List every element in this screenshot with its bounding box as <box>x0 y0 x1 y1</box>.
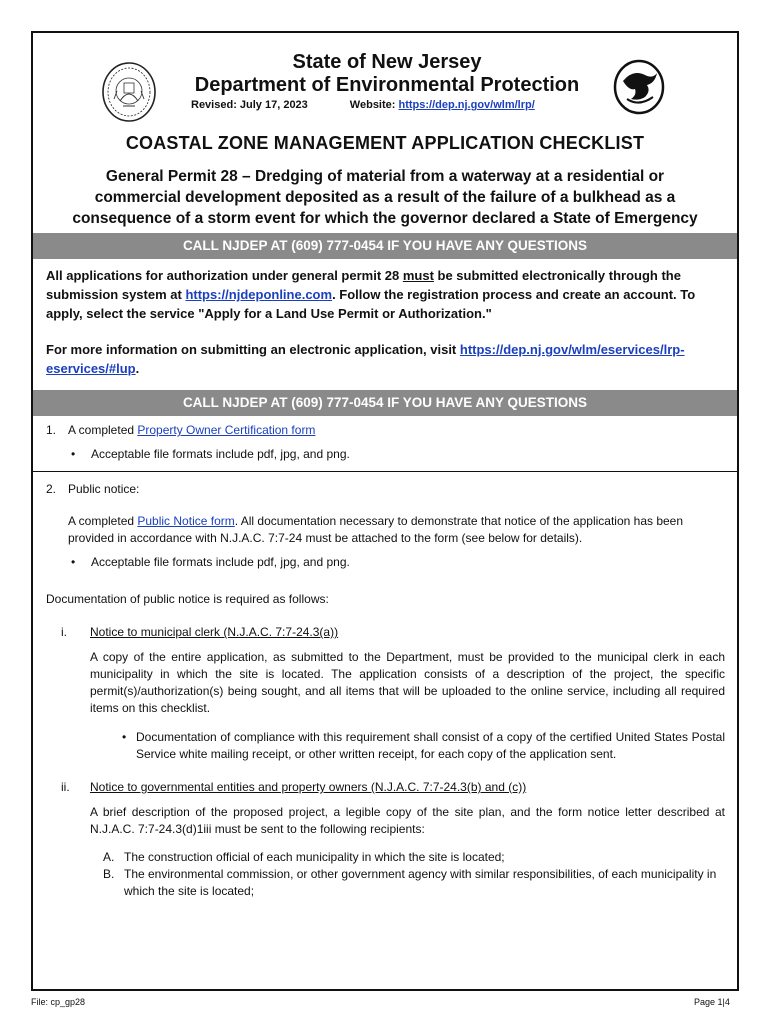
questions-band-2: CALL NJDEP AT (609) 777-0454 IF YOU HAVE ANY QUESTIONS <box>33 390 737 416</box>
public-notice-form-link[interactable]: Public Notice form <box>137 514 235 528</box>
item-2-label-line: 2. Public notice: <box>46 482 140 496</box>
recipient-b: B. The environmental commission, or other government agency with similar responsibilities, of each municipality in which the site is located; <box>103 867 717 898</box>
njdeponline-link[interactable]: https://njdeponline.com <box>185 287 333 302</box>
recipient-a: A. The construction official of each municipality in which the site is located; <box>103 850 505 864</box>
eservices-link[interactable]: https://dep.nj.gov/wlm/eservices/lrp-eservices/#lup <box>46 342 685 376</box>
form-title: COASTAL ZONE MANAGEMENT APPLICATION CHECKLIST <box>125 133 645 153</box>
footer-page: Page 1|4 <box>694 997 730 1007</box>
njdep-logo-icon <box>613 59 665 115</box>
checklist-item-2 <box>33 472 737 900</box>
must-emphasis: must <box>402 268 434 283</box>
property-owner-certification-link[interactable]: Property Owner Certification form <box>137 423 316 437</box>
header-meta <box>191 99 535 111</box>
page-frame <box>31 31 739 991</box>
roman-item-i-bullet: • Documentation of compliance with this requirement shall consist of a copy of the certified United States Postal Service white mailing receipt, or other written receipt, for each copy of the application sent. <box>46 729 725 763</box>
website-label: Website: <box>349 99 396 111</box>
item-2-bullet: • Acceptable file formats include pdf, jpg, and png. <box>46 554 725 571</box>
revised-date: Revised: July 17, 2023 <box>191 99 308 111</box>
roman-item-i-paragraph: A copy of the entire application, as submitted to the Department, must be provided to the municipal clerk in each municipality in which the site is located. The application consists of a description of the project, the specific permit(s)/authorization(s) being sought, and all items that will be uploaded to the online service, including all required items on this checklist. <box>90 650 725 715</box>
roman-item-i: i. Notice to municipal clerk (N.J.A.C. 7:7-24.3(a)) <box>61 625 339 639</box>
item-1-line: 1. A completed Property Owner Certification form <box>46 423 316 437</box>
item-1-bullet: • Acceptable file formats include pdf, jpg, and png. <box>46 446 725 463</box>
recipient-list <box>46 849 725 900</box>
intro-paragraph-2: For more information on submitting an electronic application, visit https://dep.nj.gov/wlm/eservices/lrp-eservices/#lup. <box>46 342 685 376</box>
intro-section <box>33 259 737 378</box>
item-2-paragraph: A completed Public Notice form. All documentation necessary to demonstrate that notice of the application has been provided in accordance with N.J.A.C. 7:7-24 must be attached to the form (see below for details). <box>68 514 684 545</box>
checklist-item-1 <box>33 416 737 472</box>
form-subtitle: General Permit 28 – Dredging of material from a waterway at a residential or commercial development deposited as a result of the failure of a bulkhead as a consequence of a storm event for which the governor declared a State of Emergency <box>72 168 698 227</box>
questions-band-1: CALL NJDEP AT (609) 777-0454 IF YOU HAVE ANY QUESTIONS <box>33 233 737 259</box>
roman-item-ii-paragraph: A brief description of the proposed project, a legible copy of the site plan, and the form notice letter described at N.J.A.C. 7:7-24.3(d)1iii must be sent to the following recipients: <box>90 805 725 836</box>
documentation-heading: Documentation of public notice is required as follows: <box>46 592 329 606</box>
state-name: State of New Jersey <box>292 51 482 73</box>
footer-file: File: cp_gp28 <box>31 997 86 1007</box>
roman-item-ii: ii. Notice to governmental entities and property owners (N.J.A.C. 7:7-24.3(b) and (c)) <box>61 780 527 794</box>
header <box>33 33 737 123</box>
website-link[interactable]: https://dep.nj.gov/wlm/lrp/ <box>398 99 535 111</box>
department-name: Department of Environmental Protection <box>194 74 580 96</box>
intro-paragraph-1: All applications for authorization under general permit 28 must be submitted electronically through the submission system at https://njdeponline.com. Follow the registration process and create an account. To apply, select the service "Apply for a Land Use Permit or Authorization." <box>46 268 696 321</box>
